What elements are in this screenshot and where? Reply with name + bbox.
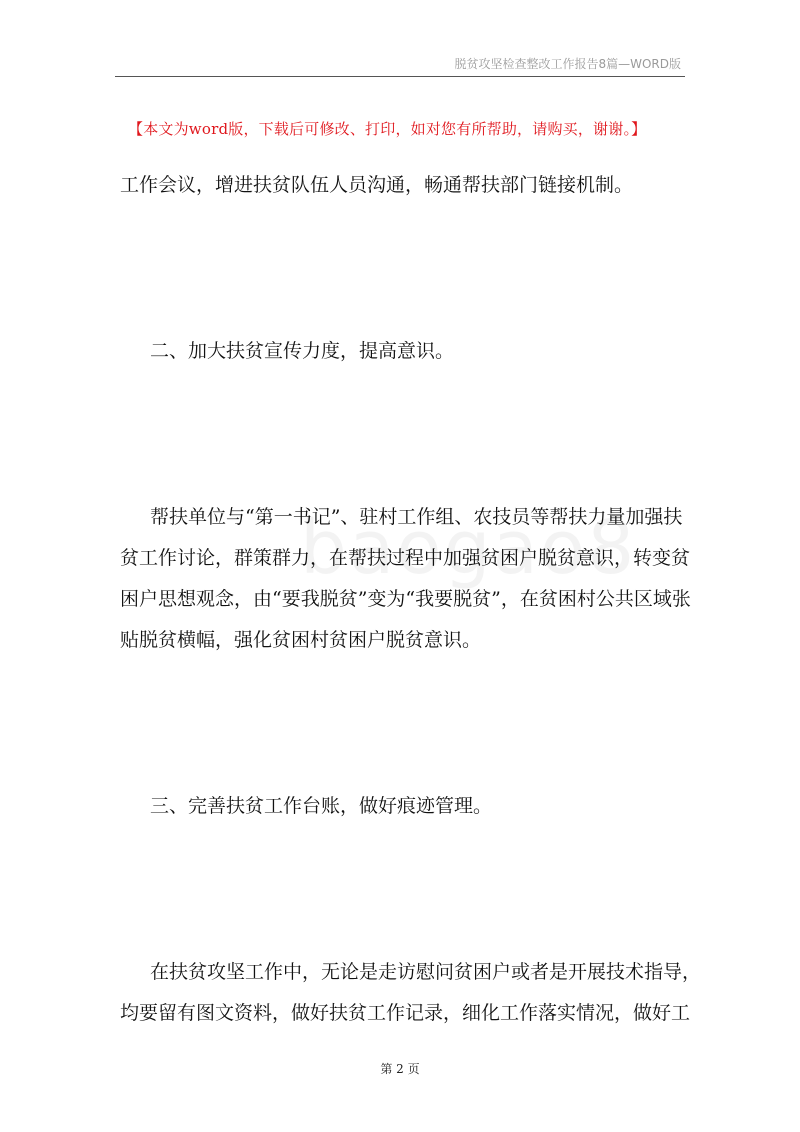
paragraph-line: 在扶贫攻坚工作中，无论是走访慰问贫困户或者是开展技术指导， (150, 961, 702, 983)
download-notice: 【本文为word版，下载后可修改、打印，如对您有所帮助，请购买，谢谢。】 (128, 120, 647, 138)
section-heading-2: 二、加大扶贫宣传力度，提高意识。 (150, 340, 455, 362)
paragraph-line: 帮扶单位与“第一书记”、驻村工作组、农技员等帮扶力量加强扶 (150, 506, 683, 528)
paragraph-line: 均要留有图文资料，做好扶贫工作记录，细化工作落实情况，做好工 (120, 1002, 691, 1024)
paragraph-line: 贴脱贫横幅，强化贫困村贫困户脱贫意识。 (120, 629, 482, 651)
paragraph-line: 困户思想观念，由“要我脱贫”变为“我要脱贫”，在贫困村公共区域张 (120, 588, 691, 610)
paragraph-line: 贫工作讨论，群策群力，在帮扶过程中加强贫困户脱贫意识，转变贫 (120, 547, 691, 569)
page-number: 第 2 页 (380, 1062, 420, 1076)
section-heading-3: 三、完善扶贫工作台账，做好痕迹管理。 (150, 795, 493, 817)
header-title: 脱贫攻坚检查整改工作报告8篇—WORD版 (454, 57, 681, 71)
page-header (115, 52, 685, 77)
paragraph-continued: 工作会议，增进扶贫队伍人员沟通，畅通帮扶部门链接机制。 (120, 174, 634, 196)
